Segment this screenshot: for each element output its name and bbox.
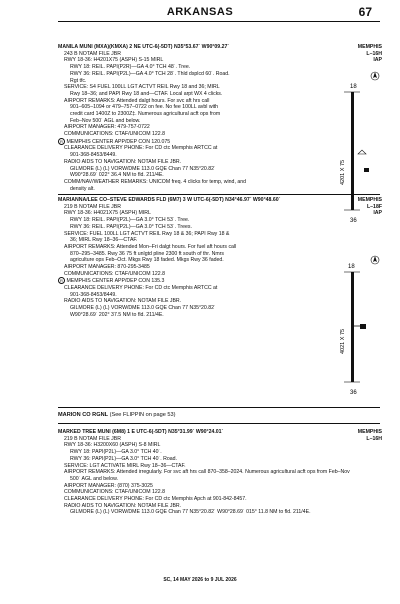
runway-end-bottom: 36 <box>350 390 357 396</box>
entry-line: credit card 1400Z to 2300Z‡. Numerous agricultural acft ops from <box>70 111 221 118</box>
beacon-icon <box>358 150 366 154</box>
entry-line: RWY 18-36: H4021X75 (ASPH) MIRL <box>64 210 151 217</box>
entry-line: AIRPORT MANAGER: 479-757-0722 <box>64 124 150 131</box>
page-number: 67 <box>358 5 372 19</box>
entry-line: RWY 18: REIL. PAPI(P2L)—GA 3.0° TCH 53´. Tree. <box>70 217 190 224</box>
airport-title: MANILA MUNI (MXA)(KMXA) 2 NE UTC-6(-5DT) N35°53.67´ W90°09.27´ <box>58 44 230 50</box>
entry-line: W90°28.69´ 202° 37.5 NM to fld. 211/4E. <box>70 311 164 318</box>
entry-line: Feb–Nov 500´ AGL and below. <box>70 117 141 124</box>
marion-entry <box>58 412 176 418</box>
side-line: L–16H <box>366 435 382 442</box>
effective-dates-footer: SC, 14 MAY 2026 to 9 JUL 2026 <box>163 577 237 583</box>
building-icon <box>360 324 366 329</box>
side-line: MEMPHIS <box>357 44 382 50</box>
runway <box>351 92 354 210</box>
side-info-marked-tree <box>330 429 382 442</box>
building-icon <box>364 168 369 172</box>
entry-line: 36; MIRL Rwy 18–36—CTAF. <box>70 237 138 244</box>
side-info-marianna <box>330 197 382 217</box>
entry-line: CLEARANCE DELIVERY PHONE: For CD ctc Memphis ARTCC at <box>64 145 218 152</box>
runway-end-top: 18 <box>350 84 357 90</box>
entry-line: density alt. <box>70 185 95 192</box>
entry-line: 243 B NOTAM FILE JBR <box>64 50 121 57</box>
entry-line: GILMORE (L) (L) VORW/DME 113.0 GQE Chan 77 N35°20.82´ <box>70 305 216 312</box>
entry-line: RWY 36: PAPI(P2L)—GA 3.0° TCH 40´. Road. <box>70 455 177 462</box>
entry-line: COMMUNICATIONS: CTAF/UNICOM 122.8 <box>64 489 165 496</box>
entry-line: MEMPHIS CENTER APP/DEP CON 120.075 <box>66 138 171 145</box>
entry-line: CLEARANCE DELIVERY PHONE: For CD ctc Memphis ARTCC at <box>64 285 218 292</box>
side-line: MEMPHIS <box>357 429 382 435</box>
airport-diagram-marianna <box>322 254 384 404</box>
entry-line: AIRPORT MANAGER: (870) 375-3025 <box>64 482 153 489</box>
north-arrow-pointer <box>373 256 377 262</box>
runway-dimension-label: 4201 X 75 <box>340 159 346 185</box>
entry-separator <box>58 194 380 195</box>
side-line: IAP <box>373 57 382 64</box>
entry-line: RWY 18-36: H4201X75 (ASPH) S-15 MIRL <box>64 57 164 64</box>
entry-line: COMMUNICATIONS: CTAF/UNICOM 122.8 <box>64 131 165 138</box>
airport-title: MARIANNA/LEE CO–STEVE EDWARDS FLD (6M7) 3 W UTC-6(-5DT) N34°46.97´ W90°48.60´ <box>58 197 281 203</box>
side-line: MEMPHIS <box>357 197 382 203</box>
airport-title: MARKED TREE MUNI (6M8) 1 E UTC-6(-5DT) N35°31.99´ W90°24.01´ <box>58 429 224 435</box>
entry-line: RWY 18-36: H3200X60 (ASPH) S-8 MIRL <box>64 442 161 449</box>
entry-line: COMM/NAV/WEATHER REMARKS: UNICOM freq. 4 clicks for temp, wind, and <box>64 178 246 185</box>
runway-dimension-label: 4021 X 75 <box>340 328 346 354</box>
entry-line: RWY 36: REIL. PAPI(P2L)—GA 4.0° TCH 28´. Thld dsplcd 60´. Road. <box>70 70 230 77</box>
entry-line: RADIO AIDS TO NAVIGATION: NOTAM FILE JBR. <box>64 298 182 305</box>
entry-line: RWY 18: PAPI(P2L)—GA 3.0° TCH 40´. <box>70 449 162 456</box>
state-header: ARKANSAS <box>166 6 234 18</box>
entry-line: SERVICE: S4 FUEL 100LL LGT ACTVT REIL Rwy 18 and 36; MIRL <box>64 84 220 91</box>
entry-line: AIRPORT REMARKS: Attended dalgt hours. For svc aft hrs call <box>64 97 210 104</box>
radar-r-icon: R <box>58 138 65 145</box>
entry-line: 870–295–3485. Rwy 36 75 ft unlgtd pline 2300 ft south of thr. Nmrs <box>70 250 224 257</box>
header-rule <box>58 21 380 22</box>
entry-line: agriculture ops Feb–Oct. Mkgs Rwy 18 faded. Mkgs Rwy 36 faded. <box>70 257 224 264</box>
airport-entry-marianna <box>58 197 316 319</box>
entry-line: RADIO AIDS TO NAVIGATION: NOTAM FILE JBR. <box>64 502 182 509</box>
entry-line: Rgt tfc. <box>70 77 87 84</box>
entry-line: GILMORE (L) (L) VORW/DME 113.0 GQE Chan 77 N35°20.82´ <box>70 165 216 172</box>
radar-r-icon: R <box>58 277 65 284</box>
side-line: L–16H <box>366 50 382 57</box>
side-info-manila <box>330 44 382 64</box>
entry-line: 500´ AGL and below. <box>70 475 118 482</box>
entry-line: 901-368-8453/8449. <box>70 152 117 159</box>
entry-line: 219 B NOTAM FILE JBR <box>64 435 121 442</box>
entry-line: RWY 36: REIL. PAPI(P2L)—GA 3.0° TCH 53´. Trees. <box>70 223 192 230</box>
entry-line: MEMPHIS CENTER APP/DEP CON 135.3 <box>66 278 165 285</box>
north-arrow-pointer <box>373 72 377 78</box>
entry-line: 901–605–1094 or 479–757–0722 on fee. No fee 100LL avbl with <box>70 104 219 111</box>
entry-line: AIRPORT REMARKS: Attended irregularly. For svc aft hrs call 870–358–2024. Numerous agricultural acft ops from Feb–Nov <box>64 469 350 476</box>
entry-line: COMMUNICATIONS: CTAF/UNICOM 122.8 <box>64 270 165 277</box>
entry-line: RADIO AIDS TO NAVIGATION: NOTAM FILE JBR. <box>64 158 182 165</box>
entry-line: Rwy 18–36; and PAPI Rwy 18 and—CTAF. Local arpt WX 4 clicks. <box>70 90 223 97</box>
airport-entry-manila <box>58 44 316 192</box>
runway <box>351 272 354 382</box>
entry-line: W90°28.69´ 022° 36.4 NM to fld. 211/4E. <box>70 172 164 179</box>
entry-line: AIRPORT MANAGER: 870-295-3485 <box>64 264 150 271</box>
entry-line: CLEARANCE DELIVERY PHONE: For CD ctc Memphis Apch at 901-842-8457. <box>64 496 247 503</box>
entry-line: AIRPORT REMARKS: Attended Mon–Fri dalgt hours. For fuel aft hours call <box>64 243 237 250</box>
airport-title: MARION CO RGNL <box>58 412 109 418</box>
runway-end-top: 18 <box>348 264 355 270</box>
entry-line: 219 B NOTAM FILE JBR <box>64 203 121 210</box>
entry-separator <box>58 407 380 408</box>
entry-line: 901-368-8453/8449. <box>70 291 117 298</box>
cross-reference: (See FLIPPIN on page 53) <box>109 412 176 418</box>
entry-separator <box>58 423 380 424</box>
side-line: L–18F <box>367 203 382 210</box>
entry-line: SERVICE: FUEL 100LL LGT ACTVT REIL Rwy 18 & 36; PAPI Rwy 18 & <box>64 230 230 237</box>
entry-line: RWY 18: REIL. PAPI(P2R)—GA 4.0° TCH 48´. Tree. <box>70 64 191 71</box>
entry-line: GILMORE (L) (L) VORW/DME 113.0 GQE Chan 77 N35°20.82´ W90°28.69´ 015° 11.8 NM to fld. 211/4E. <box>70 509 311 516</box>
runway-end-bottom: 36 <box>350 218 357 224</box>
side-line: IAP <box>373 210 382 217</box>
entry-line: SERVICE: LGT ACTIVATE MIRL Rwy 18–36—CTAF. <box>64 462 186 469</box>
